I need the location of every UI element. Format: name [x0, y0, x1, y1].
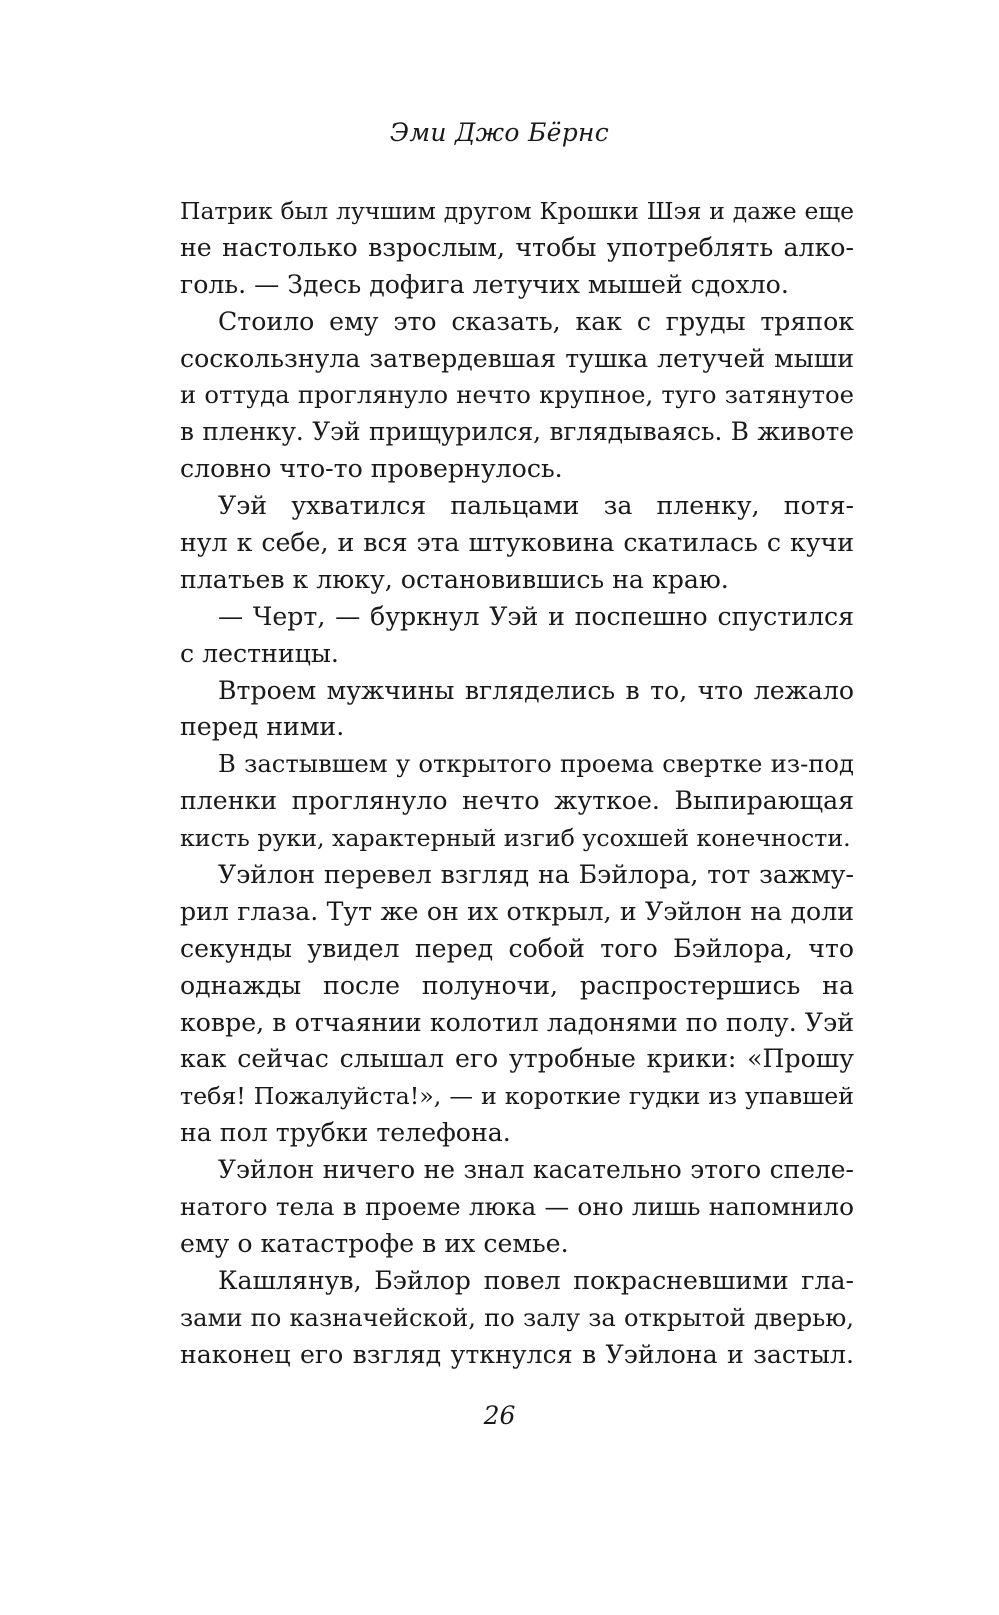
- text-line: — Черт, — буркнул Уэй и поспешно спустился: [218, 601, 854, 631]
- text-line: наконец его взгляд уткнулся в Уэйлона и застыл.: [180, 1339, 854, 1369]
- text-line: перед ними.: [180, 712, 345, 742]
- text-line: Уэйлон ничего не знал касательно этого спеле-: [218, 1155, 854, 1185]
- text-line: Уэй ухватился пальцами за пленку, потя-: [218, 491, 854, 521]
- paragraph: [180, 746, 854, 857]
- text-line: В застывшем у открытого проема свертке из-под: [218, 749, 854, 779]
- text-line: секунды увидел перед собой того Бэйлора, что: [180, 933, 854, 963]
- text-line: в пленку. Уэй прищурился, вглядываясь. В животе: [180, 417, 854, 447]
- text-line: с лестницы.: [180, 638, 339, 668]
- paragraph: [180, 304, 854, 488]
- text-line: соскользнула затвердевшая тушка летучей мыши: [180, 343, 854, 373]
- text-line: рил глаза. Тут же он их открыл, и Уэйлон на доли: [180, 896, 854, 926]
- page-number: 26: [483, 1401, 516, 1430]
- text-line: платьев к люку, остановившись на краю.: [180, 564, 729, 594]
- text-line: Стоило ему это сказать, как с груды тряпок: [218, 306, 854, 336]
- text-line: тебя! Пожалуйста!», — и короткие гудки из упавшей: [180, 1082, 854, 1111]
- text-line: ковре, в отчаянии колотил ладонями по полу. Уэй: [180, 1007, 854, 1037]
- paragraph: [180, 857, 854, 1152]
- body-text: [180, 193, 854, 1374]
- text-line: голь. — Здесь дофига летучих мышей сдохло.: [180, 269, 789, 299]
- paragraph: [180, 1263, 854, 1374]
- text-line: однажды после полуночи, распростершись на: [180, 970, 854, 1000]
- paragraph: [180, 488, 854, 599]
- text-line: и оттуда проглянуло нечто крупное, туго затянутое: [180, 380, 854, 410]
- paragraph: [180, 673, 854, 747]
- text-line: словно что-то провернулось.: [180, 454, 563, 484]
- paragraph: [180, 599, 854, 673]
- text-line: Кашлянув, Бэйлор повел покрасневшими гла-: [218, 1265, 854, 1295]
- text-line: пленки проглянуло нечто жуткое. Выпирающая: [180, 786, 854, 816]
- running-head: Эми Джо Бёрнс: [389, 118, 610, 147]
- text-line: натого тела в проеме люка — оно лишь напомнило: [180, 1192, 854, 1222]
- text-line: зами по казначейской, по залу за открытой дверью,: [180, 1303, 854, 1332]
- text-line: Втроем мужчины вгляделись в то, что лежало: [218, 675, 854, 705]
- text-line: нул к себе, и вся эта штуковина скатилась с кучи: [180, 528, 854, 558]
- text-line: Патрик был лучшим другом Крошки Шэя и даже еще: [180, 197, 854, 225]
- text-line: не настолько взрослым, чтобы употреблять алко-: [180, 232, 854, 262]
- text-line: ему о катастрофе в их семье.: [180, 1228, 569, 1258]
- text-line: Уэйлон перевел взгляд на Бэйлора, тот зажму-: [218, 860, 854, 890]
- text-line: кисть руки, характерный изгиб усохшей конечности.: [180, 824, 851, 853]
- text-line: как сейчас слышал его утробные крики: «Прошу: [180, 1044, 854, 1074]
- paragraph: [180, 1152, 854, 1263]
- paragraph: [180, 193, 854, 304]
- text-line: на пол трубки телефона.: [180, 1118, 511, 1148]
